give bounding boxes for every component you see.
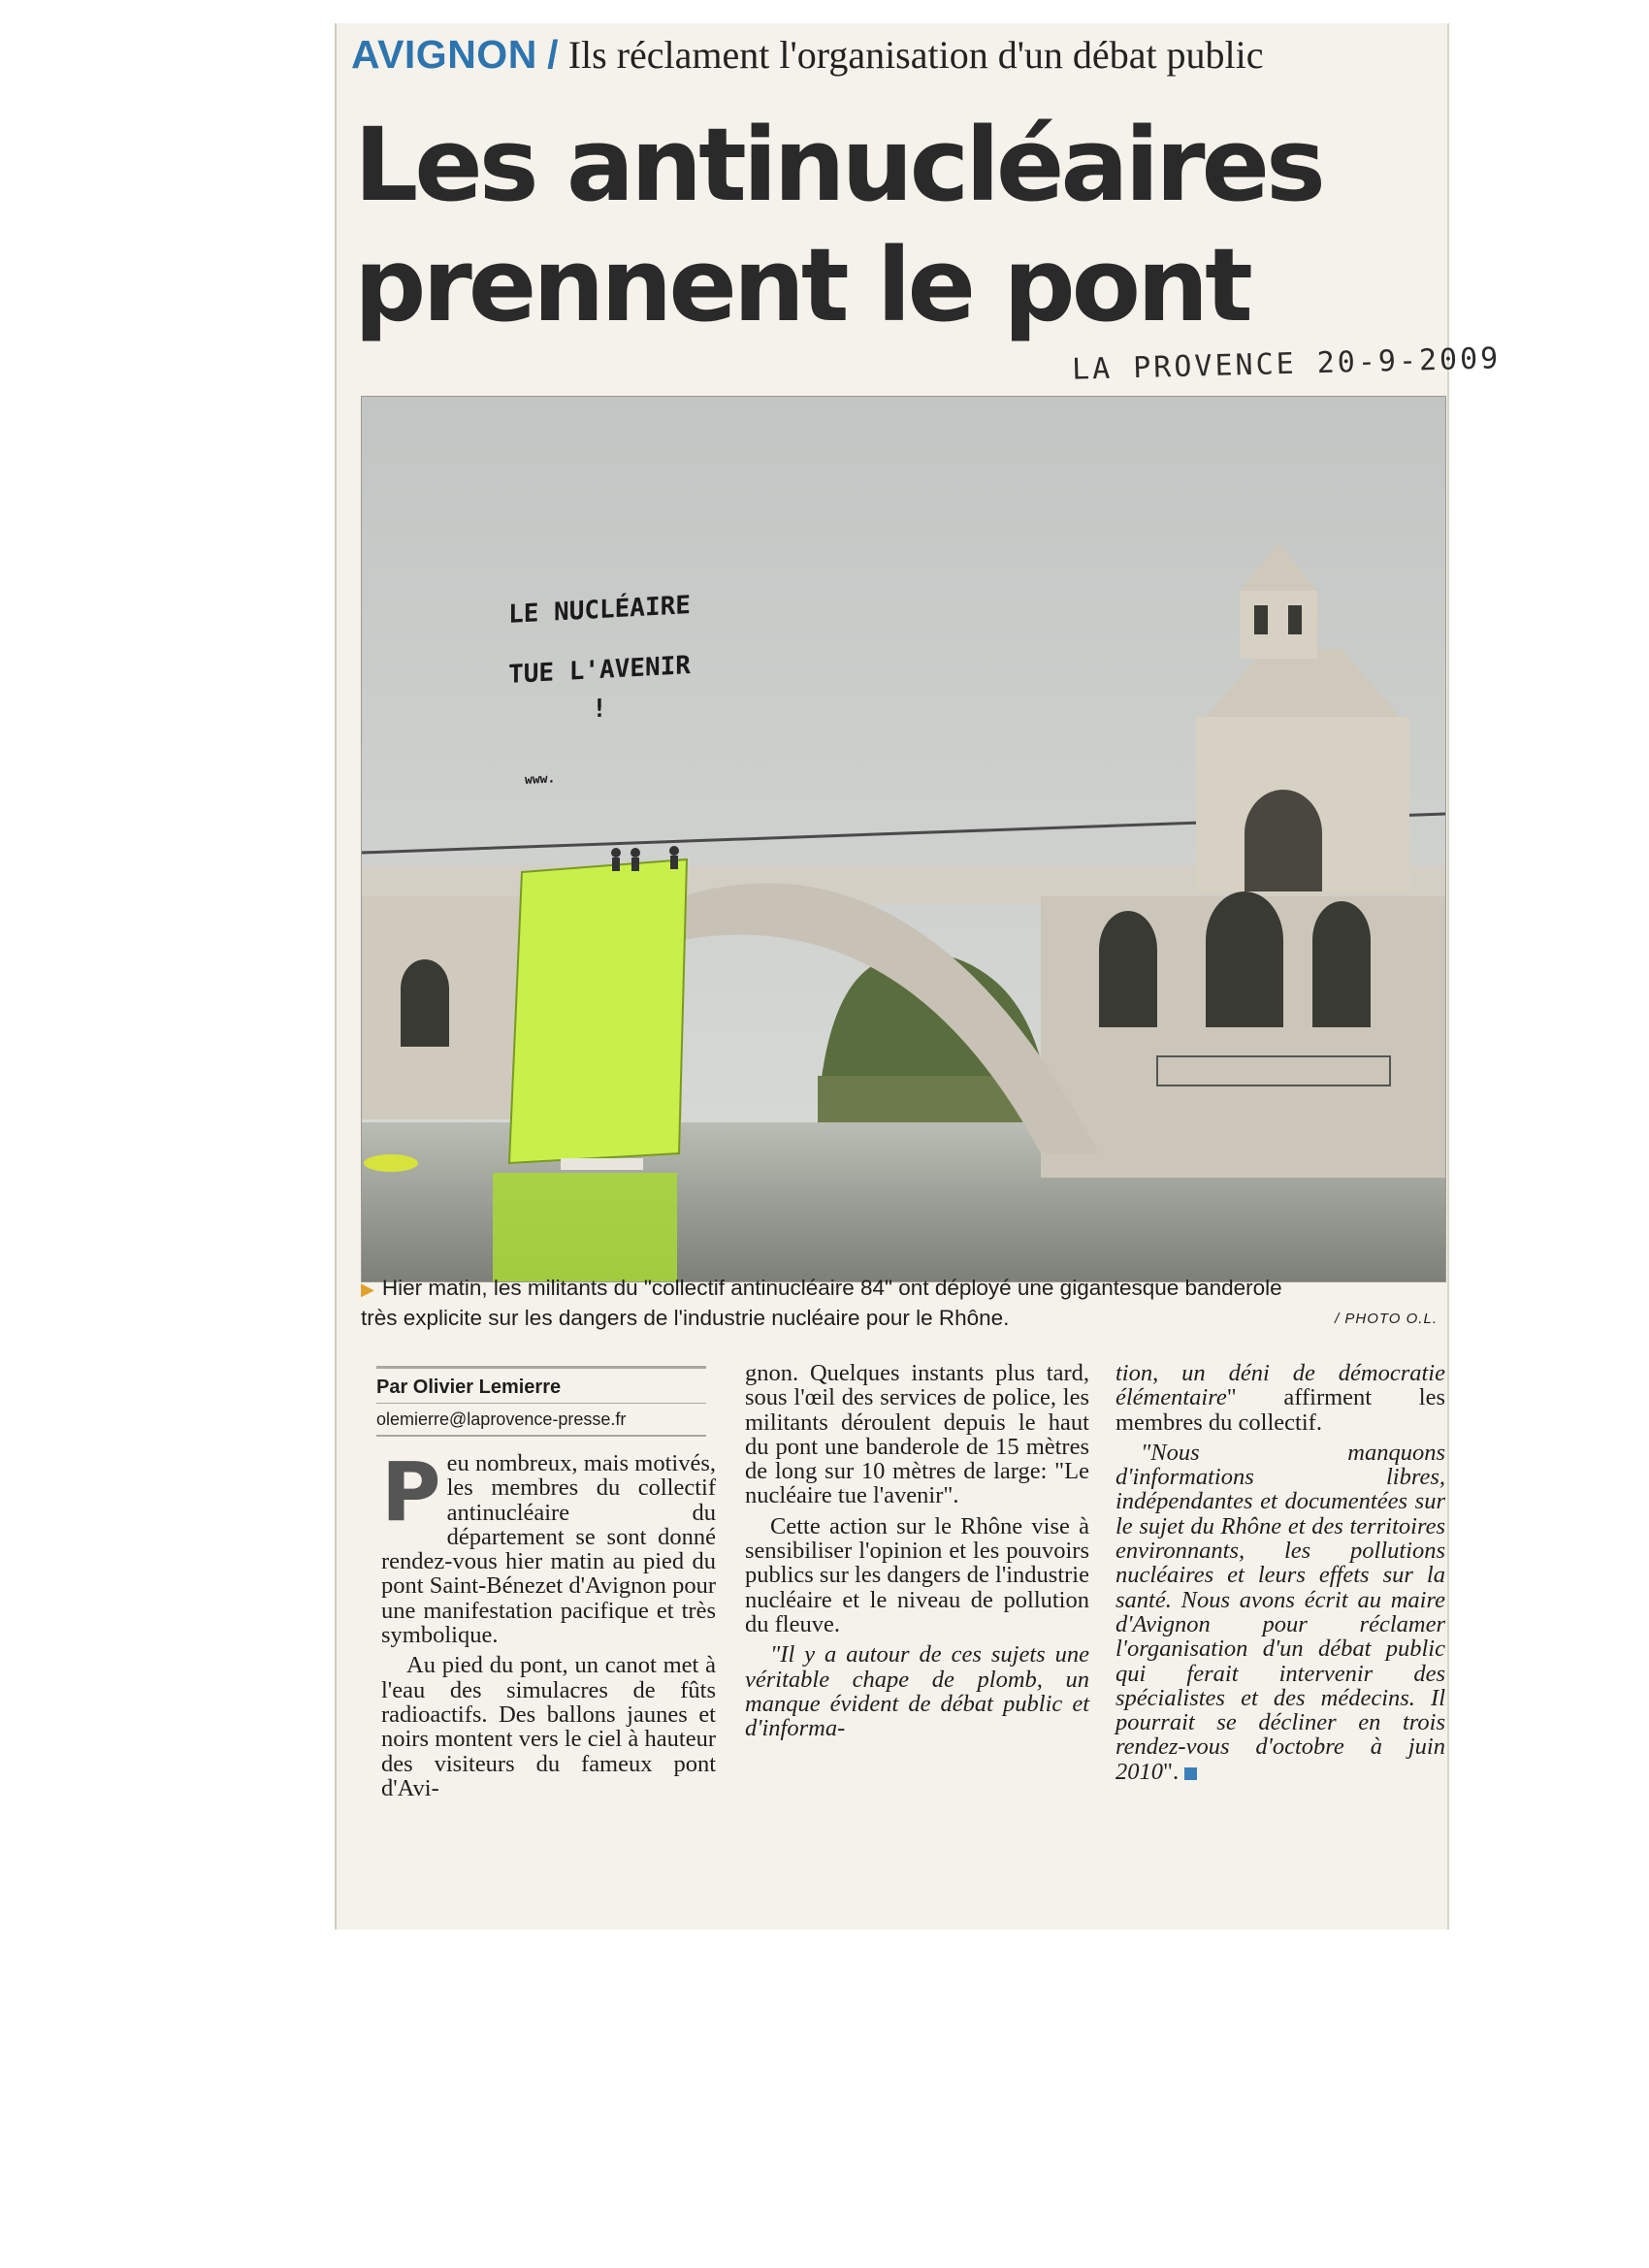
col1-paragraph-2: Au pied du pont, un canot met à l'eau des simulacres de fûts radioactifs. Des ballons jaunes et noirs montent vers le ciel à hauteur des visiteurs du fameux pont d'Avi- (381, 1652, 716, 1801)
column-1 (381, 1444, 716, 1806)
banner-line-2: TUE L'AVENIR ! (508, 651, 691, 725)
col1-paragraph-1: Peu nombreux, mais motivés, les membres du collectif antinucléaire du département se sont donné rendez-vous hier matin au pied du pont Saint-Bénezet d'Avignon pour une manifestation pacifique et très symbolique. (381, 1444, 716, 1649)
column-2 (745, 1361, 1089, 1746)
col2-paragraph-3: "Il y a autour de ces sujets une véritable chape de plomb, un manque évident de débat public et d'informa- (745, 1641, 1089, 1742)
caption-line-2: très explicite sur les dangers de l'industrie nucléaire pour le Rhône. (361, 1306, 1010, 1330)
kicker-location: AVIGNON (351, 32, 537, 77)
col3-paragraph-2: "Nous manquons d'informations libres, indépendantes et documentées sur le sujet du Rhône et des territoires environnants, les pollutions nucléaires et leurs effets sur la santé. Nous avons écrit au maire d'Avignon pour réclamer l'organisation d'un débat public qui ferait intervenir des spécialistes et des médecins. Il pourrait se décliner en trois rendez-vous d'octobre à juin 2010". (1116, 1439, 1445, 1785)
col2-paragraph-2: Cette action sur le Rhône vise à sensibiliser l'opinion et les pouvoirs publics sur les dangers de l'industrie nucléaire et le niveau de pollution du fleuve. (745, 1512, 1089, 1637)
column-3 (1116, 1361, 1445, 1790)
end-mark-icon (1184, 1767, 1197, 1780)
photo-credit: / PHOTO O.L. (1335, 1311, 1438, 1327)
kicker-text: Ils réclament l'organisation d'un débat public (567, 33, 1264, 77)
kicker-separator: / (547, 32, 559, 77)
kicker (351, 29, 1418, 81)
banner-url: www. (525, 771, 556, 789)
caption-line-1: Hier matin, les militants du "collectif antinucléaire 84" ont déployé une gigantesque banderole (381, 1276, 1282, 1300)
col2-paragraph-1: gnon. Quelques instants plus tard, sous l'œil des services de police, les militants déroulent depuis le haut du pont une banderole de 15 mètres de long sur 10 mètres de large: "Le nucléaire tue l'avenir". (745, 1360, 1089, 1509)
byline: Par Olivier Lemierre (376, 1377, 562, 1398)
author-email: olemierre@laprovence-presse.fr (376, 1403, 706, 1437)
headline-line-1: Les antinucléaires (354, 106, 1322, 224)
banner-line-1: LE NUCLÉAIRE (508, 591, 691, 630)
headline-line-2: prennent le pont (354, 226, 1249, 344)
byline-block (376, 1366, 706, 1437)
bridge-photo-illustration (362, 397, 1445, 1281)
article-photo (361, 396, 1446, 1282)
handwritten-note: LA PROVENCE 20-9-2009 (1071, 341, 1502, 387)
banner-text (507, 586, 692, 792)
photo-caption (361, 1274, 1438, 1332)
caption-arrow-icon: ▶ (361, 1280, 374, 1299)
headline (354, 105, 1421, 345)
col3-paragraph-1: tion, un déni de démocratie élémentaire" affirment les membres du collectif. (1116, 1360, 1445, 1436)
drop-cap: P (381, 1444, 441, 1539)
